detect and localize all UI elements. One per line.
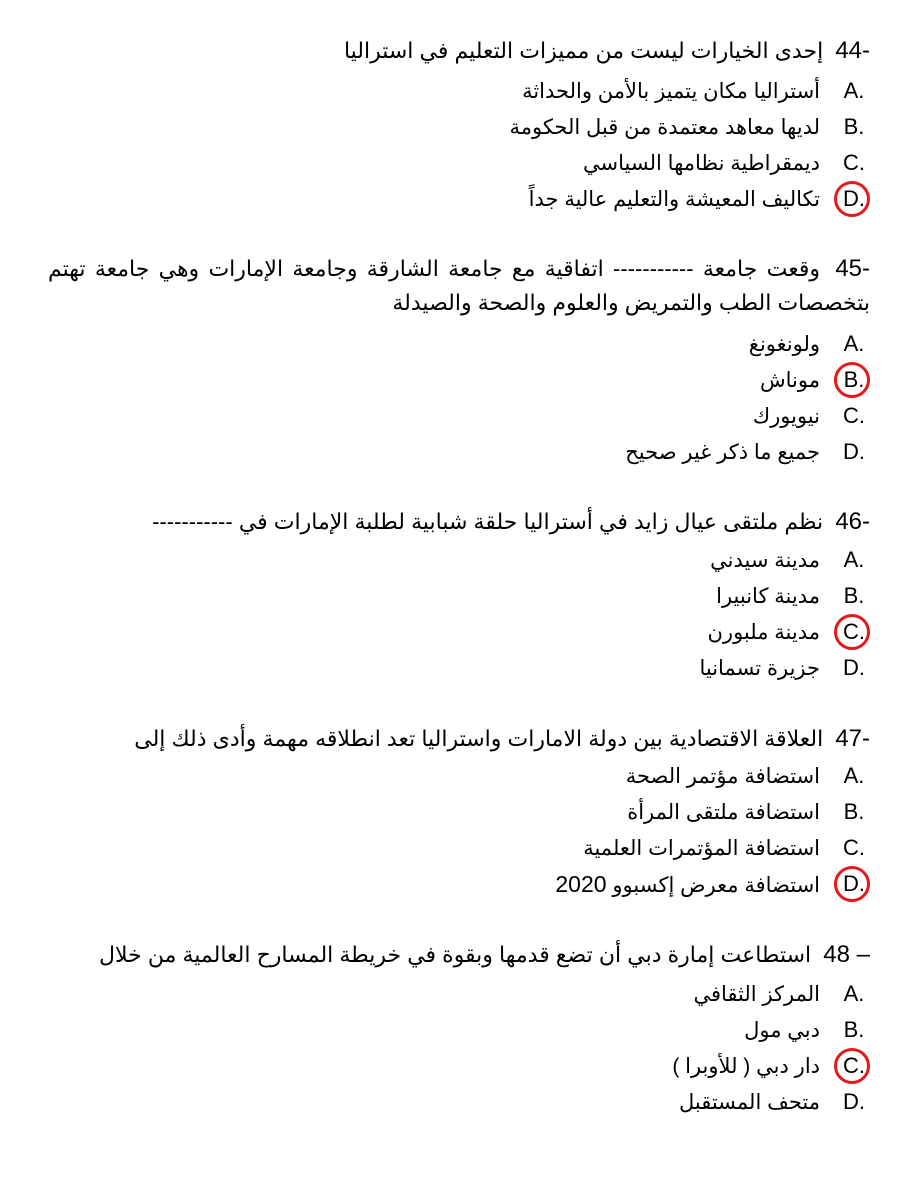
option-text (555, 871, 820, 898)
option-text: جزيرة تسمانيا (699, 656, 820, 680)
option-text: استضافة مؤتمر الصحة (625, 764, 820, 788)
option-letter: A. (843, 547, 865, 572)
question-46 (152, 505, 870, 539)
option-letter: C. (843, 619, 865, 644)
question-text: العلاقة الاقتصادية بين دولة الامارات واستراليا تعد انطلاقه مهمة وأدى ذلك إلى (134, 726, 824, 751)
option-45-d[interactable] (625, 434, 870, 470)
option-47-a[interactable] (626, 758, 870, 794)
option-letter: D. (843, 871, 865, 896)
question-number: 48 – (823, 941, 870, 968)
option-text: استضافة ملتقى المرأة (627, 800, 820, 824)
question-number: 45- (835, 255, 870, 282)
option-letter: C. (843, 403, 865, 428)
option-letter: D. (843, 186, 865, 211)
option-text: أستراليا مكان يتميز بالأمن والحداثة (522, 79, 820, 103)
option-text: نيويورك (752, 404, 820, 428)
option-47-d[interactable] (555, 866, 870, 902)
option-45-a[interactable] (749, 326, 870, 362)
question-text: وقعت جامعة ----------- اتفاقية مع جامعة الشارقة وجامعة الإمارات وهي جامعة تهتم بتخصصات الطب والتمريض والعلوم والصحة والصيدلة (48, 256, 870, 315)
option-letter: A. (843, 981, 865, 1006)
option-text: تكاليف المعيشة والتعليم عالية جداً (528, 187, 820, 211)
option-48-a[interactable] (693, 976, 870, 1012)
option-text: ولونغونغ (748, 332, 820, 356)
option-letter: B. (843, 583, 865, 608)
question-text: استطاعت إمارة دبي أن تضع قدمها وبقوة في خريطة المسارح العالمية من خلال (99, 942, 812, 967)
option-text: جميع ما ذكر غير صحيح (625, 440, 820, 464)
question-number: 47- (835, 725, 870, 752)
option-letter: C. (843, 150, 865, 175)
option-text: ديمقراطية نظامها السياسي (583, 151, 820, 175)
option-letter: B. (843, 367, 865, 392)
option-letter: D. (843, 1089, 865, 1114)
option-text: دبي مول (744, 1018, 820, 1042)
question-44 (344, 34, 870, 68)
option-letter: D. (843, 655, 865, 680)
option-letter: C. (843, 835, 865, 860)
option-48-c[interactable] (672, 1048, 870, 1084)
option-text: موناش (760, 368, 820, 392)
option-46-d[interactable] (699, 650, 870, 686)
option-44-b[interactable] (509, 109, 870, 145)
option-letter: A. (843, 78, 865, 103)
option-text: لديها معاهد معتمدة من قبل الحكومة (509, 115, 820, 139)
option-47-c[interactable] (583, 830, 870, 866)
option-letter: B. (843, 1017, 865, 1042)
option-text: مدينة ملبورن (707, 620, 820, 644)
option-46-a[interactable] (710, 542, 870, 578)
question-text: نظم ملتقى عيال زايد في أستراليا حلقة شبابية لطلبة الإمارات في ----------- (152, 509, 824, 534)
expo-year: 2020 (555, 870, 607, 897)
option-46-c[interactable] (708, 614, 871, 650)
option-45-b[interactable] (760, 362, 870, 398)
option-letter: D. (843, 439, 865, 464)
option-46-b[interactable] (716, 578, 870, 614)
question-text: إحدى الخيارات ليست من مميزات التعليم في استراليا (343, 38, 824, 63)
question-number: 46- (835, 508, 870, 535)
question-47 (134, 722, 870, 756)
option-letter: A. (843, 331, 865, 356)
option-letter: B. (843, 114, 865, 139)
option-48-b[interactable] (744, 1012, 870, 1048)
option-text: مدينة كانبيرا (716, 584, 820, 608)
question-number: 44- (835, 37, 870, 64)
option-47-b[interactable] (627, 794, 870, 830)
question-45 (48, 252, 870, 320)
option-44-a[interactable] (522, 73, 870, 109)
option-44-d[interactable] (529, 181, 870, 217)
option-44-c[interactable] (583, 145, 870, 181)
question-48 (99, 938, 870, 972)
option-letter: C. (843, 1053, 865, 1078)
option-text: متحف المستقبل (678, 1090, 820, 1114)
option-letter: A. (843, 763, 865, 788)
option-letter: B. (843, 799, 865, 824)
option-text: المركز الثقافي (693, 982, 820, 1006)
option-text: دار دبي ( للأوبرا ) (672, 1054, 820, 1078)
option-text-main: استضافة معرض إكسبوو (612, 873, 820, 897)
option-48-d[interactable] (679, 1084, 870, 1120)
option-text: استضافة المؤتمرات العلمية (583, 836, 820, 860)
option-45-c[interactable] (753, 398, 870, 434)
option-text: مدينة سيدني (710, 548, 820, 572)
